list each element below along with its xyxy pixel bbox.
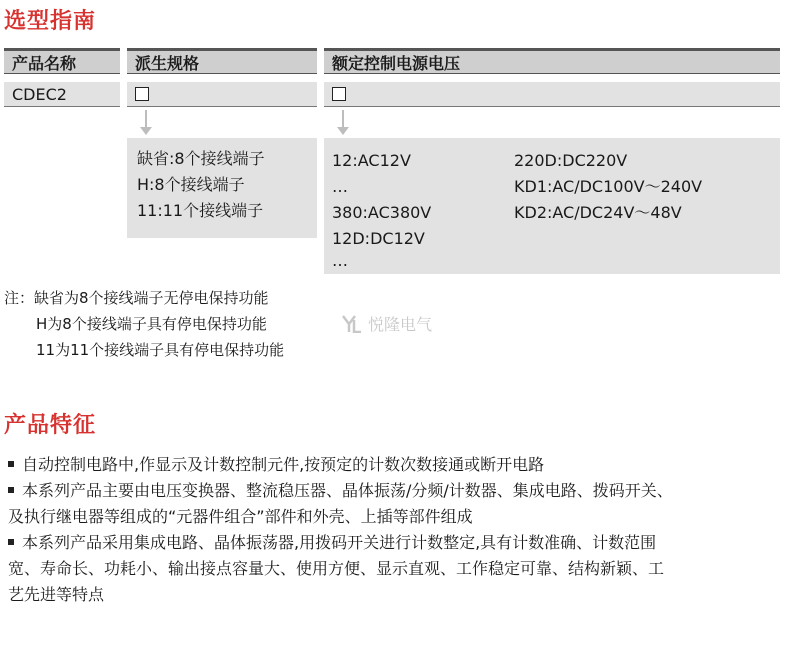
voltage-line: 12D:DC12V xyxy=(332,229,425,248)
header-rated-voltage: 额定控制电源电压 xyxy=(324,48,780,74)
watermark xyxy=(342,312,432,335)
voltage-line: KD2:AC/DC24V～48V xyxy=(514,203,682,222)
voltage-slot xyxy=(324,82,780,107)
spec-line: H:8个接线端子 xyxy=(137,175,245,194)
header-product-name: 产品名称 xyxy=(4,48,120,74)
note-line: 注：缺省为8个接线端子无停电保持功能 xyxy=(4,289,269,307)
bullet-icon xyxy=(8,539,14,545)
voltage-line: … xyxy=(332,251,348,270)
features-list xyxy=(8,452,673,608)
note-line: H为8个接线端子具有停电保持功能 xyxy=(36,315,267,333)
spec-line: 缺省:8个接线端子 xyxy=(137,149,265,168)
voltage-line: KD1:AC/DC100V～240V xyxy=(514,177,703,196)
header-derived-spec: 派生规格 xyxy=(127,48,317,74)
arrow-line xyxy=(342,110,344,128)
watermark-text: 悦隆电气 xyxy=(368,315,433,334)
feature-item-continuation: 艺先进等特点 xyxy=(8,585,105,604)
note-line: 11为11个接线端子具有停电保持功能 xyxy=(36,341,285,359)
placeholder-box xyxy=(332,87,346,101)
derived-spec-panel xyxy=(127,138,317,238)
arrow-line xyxy=(145,110,147,128)
feature-item: 自动控制电路中,作显示及计数控制元件,按预定的计数次数接通或断开电路 xyxy=(8,452,673,478)
voltage-line: 220D:DC220V xyxy=(514,151,628,170)
feature-item: 本系列产品采用集成电路、晶体振荡器,用拨码开关进行计数整定,具有计数准确、计数范围 xyxy=(8,530,673,556)
feature-item: 本系列产品主要由电压变换器、整流稳压器、晶体振荡/分频/计数器、集成电路、拨码开关、 xyxy=(8,478,673,504)
voltage-panel xyxy=(324,138,780,274)
spec-line: 11:11个接线端子 xyxy=(137,201,264,220)
brand-logo-icon xyxy=(342,315,362,333)
voltage-line: 380:AC380V xyxy=(332,203,432,222)
feature-item-continuation: 宽、寿命长、功耗小、输出接点容量大、使用方便、显示直观、工作稳定可靠、结构新颖、工 xyxy=(8,559,665,578)
selection-guide-title: 选型指南 xyxy=(4,9,97,34)
features-title: 产品特征 xyxy=(4,413,97,438)
placeholder-box xyxy=(135,87,149,101)
voltage-line: 12:AC12V xyxy=(332,151,411,170)
arrow-down-icon xyxy=(337,127,349,135)
derived-spec-slot xyxy=(127,82,317,107)
product-name-value: CDEC2 xyxy=(4,82,120,107)
voltage-line: … xyxy=(332,177,348,196)
feature-item-continuation: 及执行继电器等组成的“元器件组合”部件和外壳、上插等部件组成 xyxy=(8,507,473,526)
notes xyxy=(4,285,284,363)
bullet-icon xyxy=(8,487,14,493)
arrow-down-icon xyxy=(140,127,152,135)
bullet-icon xyxy=(8,461,14,467)
